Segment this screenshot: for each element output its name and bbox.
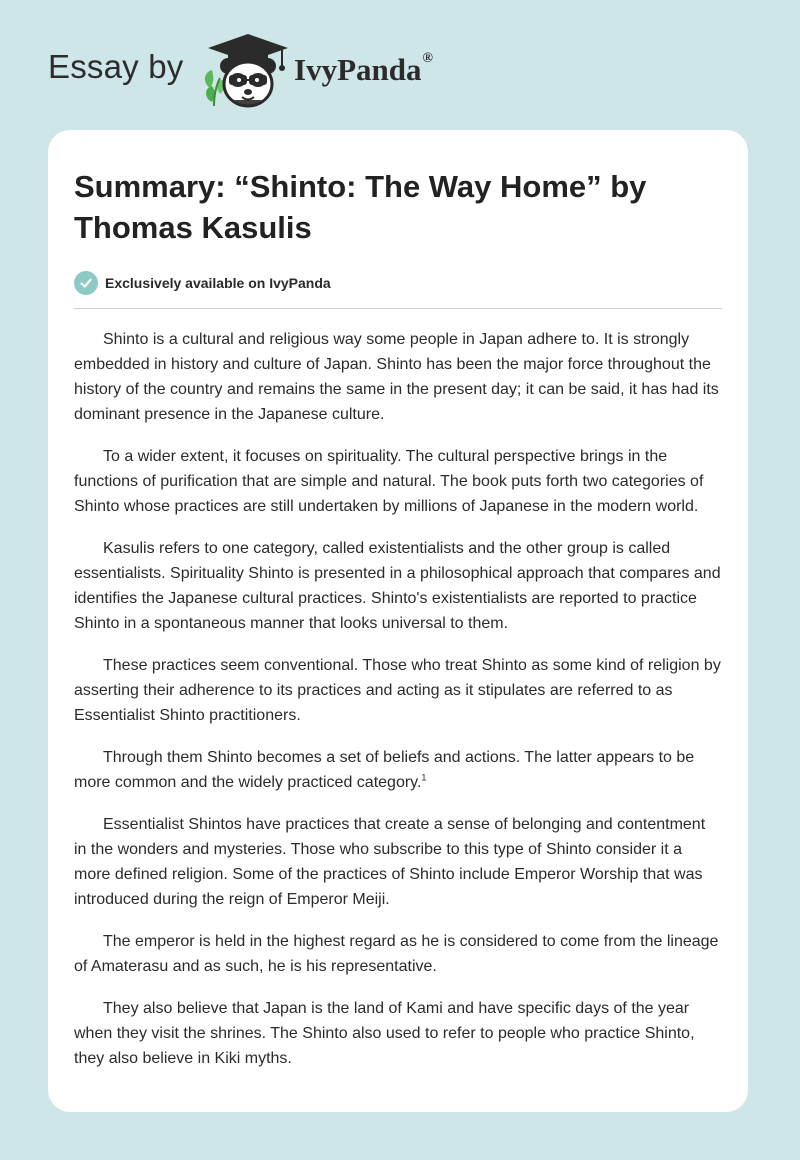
footnote-marker[interactable]: 1 [421,772,427,783]
exclusive-label: Exclusively available on IvyPanda [105,275,331,291]
check-circle-icon [74,271,98,295]
paragraph: Essentialist Shintos have practices that create a sense of belonging and contentment in the wonders and mysteries. Those who subscribe to this type of Shinto consider it a more defined religion. Some of the practices of Shinto include Emperor Worship that was introduced during the reign of Emperor Meiji. [74,816,706,908]
panda-logo-icon[interactable] [198,32,290,110]
article-card [48,130,748,1112]
page-title: Summary: “Shinto: The Way Home” by Thomas Kasulis [74,169,647,245]
article-body [74,327,722,1071]
paragraph: Kasulis refers to one category, called existentialists and the other group is called essentialists. Spirituality Shinto is presented in a philosophical approach that compares and identifies the Japanese cultural practices. Shinto's existentialists are reported to practice Shinto in a spontaneous manner that looks universal to them. [74,540,721,632]
paragraph: They also believe that Japan is the land of Kami and have specific days of the year when they visit the shrines. The Shinto also used to refer to people who practice Shinto, they also believe in Kiki myths. [74,1000,695,1067]
registered-mark: ® [422,51,433,66]
divider [74,308,722,309]
brand-text: IvyPanda [294,52,422,87]
exclusive-badge [74,269,722,297]
paragraph: Shinto is a cultural and religious way some people in Japan adhere to. It is strongly embedded in history and culture of Japan. Shinto has been the major force throughout the history of the country and remains the same in the present day; it can be said, it has had its dominant presence in the Japanese culture. [74,331,719,423]
paragraph: The emperor is held in the highest regard as he is considered to come from the lineage of Amaterasu and as such, he is his representative. [74,933,719,975]
essay-by-label: Essay by [48,48,184,85]
site-header [0,0,800,120]
paragraph-text: Through them Shinto becomes a set of beliefs and actions. The latter appears to be more common and the widely practiced category. [74,749,695,791]
paragraph-with-footnote [74,745,722,795]
brand-name[interactable] [294,51,433,87]
paragraph: To a wider extent, it focuses on spirituality. The cultural perspective brings in the functions of purification that are simple and natural. The book puts forth two categories of Shinto whose practices are still undertaken by millions of Japanese in the modern world. [74,448,704,515]
paragraph: These practices seem conventional. Those who treat Shinto as some kind of religion by asserting their adherence to its practices and acting as it stipulates are referred to as Essentialist Shinto practitioners. [74,657,721,724]
